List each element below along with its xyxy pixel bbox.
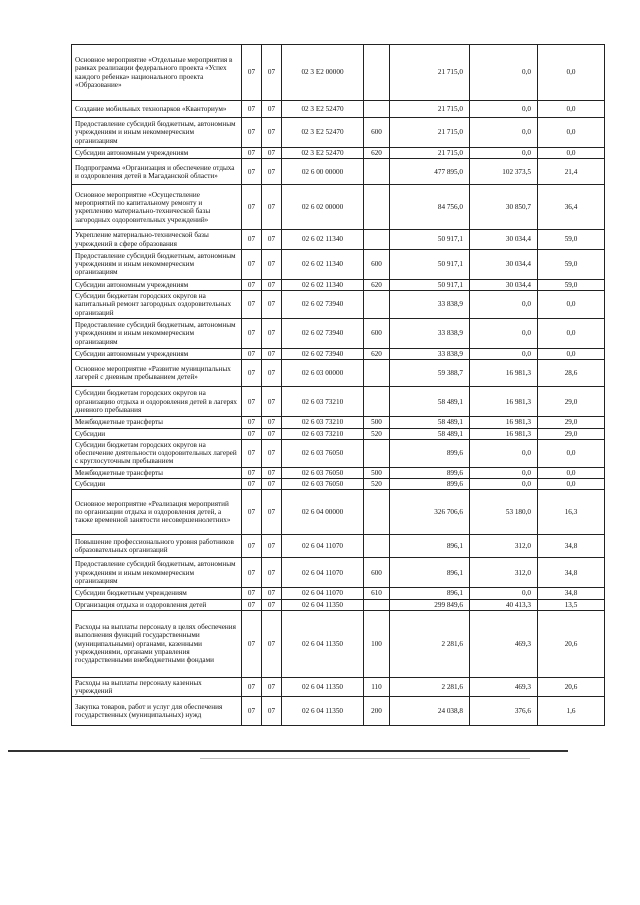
cell-pr: 07 [262, 387, 282, 417]
table-row [72, 185, 605, 230]
cell-vr: 600 [364, 318, 390, 348]
cell-pct: 21,4 [538, 159, 605, 185]
cell-fact: 312,0 [470, 535, 538, 558]
cell-name: Субсидии бюджетным учреждениям [72, 588, 242, 599]
cell-plan: 899,6 [390, 467, 470, 478]
cell-pct: 59,0 [538, 279, 605, 290]
cell-vr: 600 [364, 118, 390, 148]
cell-name: Субсидии [72, 428, 242, 439]
table-row [72, 478, 605, 489]
page-bottom-rule [8, 750, 568, 752]
cell-fact: 102 373,5 [470, 159, 538, 185]
cell-pr: 07 [262, 535, 282, 558]
table-row [72, 387, 605, 417]
table-row [72, 490, 605, 535]
cell-vr [364, 185, 390, 230]
cell-pct: 36,4 [538, 185, 605, 230]
cell-fact: 30 850,7 [470, 185, 538, 230]
table-row [72, 677, 605, 697]
cell-csr: 02 6 04 11350 [282, 697, 364, 726]
cell-pct: 59,0 [538, 230, 605, 250]
cell-rz: 07 [242, 677, 262, 697]
cell-rz: 07 [242, 417, 262, 428]
cell-fact: 53 180,0 [470, 490, 538, 535]
cell-name: Создание мобильных технопарков «Кванториум» [72, 101, 242, 118]
cell-csr: 02 3 E2 52470 [282, 148, 364, 159]
cell-plan: 896,1 [390, 535, 470, 558]
cell-plan: 58 489,1 [390, 428, 470, 439]
cell-vr: 610 [364, 588, 390, 599]
cell-fact: 16 981,3 [470, 428, 538, 439]
table-row [72, 417, 605, 428]
cell-pct: 29,0 [538, 417, 605, 428]
cell-pr: 07 [262, 467, 282, 478]
cell-pct: 0,0 [538, 291, 605, 319]
cell-name: Расходы на выплаты персоналу в целях обеспечения выполнения функций государственными (муниципальными) органами, казенными учреждениями, органами управления государственными внебюджетными фондами [72, 610, 242, 677]
cell-name: Предоставление субсидий бюджетным, автономным учреждениям и иным некоммерческим организациям [72, 318, 242, 348]
cell-name: Укрепление материально-технической базы учреждений в сфере образования [72, 230, 242, 250]
cell-vr [364, 101, 390, 118]
cell-pr: 07 [262, 558, 282, 588]
cell-rz: 07 [242, 478, 262, 489]
table-row [72, 558, 605, 588]
cell-csr: 02 6 02 00000 [282, 185, 364, 230]
cell-plan: 33 838,9 [390, 291, 470, 319]
cell-pr: 07 [262, 478, 282, 489]
cell-pct: 13,5 [538, 599, 605, 610]
cell-rz: 07 [242, 387, 262, 417]
cell-rz: 07 [242, 101, 262, 118]
cell-plan: 21 715,0 [390, 101, 470, 118]
cell-vr: 600 [364, 249, 390, 279]
cell-fact: 376,6 [470, 697, 538, 726]
cell-csr: 02 6 00 00000 [282, 159, 364, 185]
cell-fact: 469,3 [470, 677, 538, 697]
cell-fact: 0,0 [470, 467, 538, 478]
cell-name: Основное мероприятие «Осуществление мероприятий по капитальному ремонту и укреплению материально-технической базы загородных оздоровительных учреждений» [72, 185, 242, 230]
cell-plan: 2 281,6 [390, 610, 470, 677]
cell-vr: 620 [364, 279, 390, 290]
cell-plan: 21 715,0 [390, 148, 470, 159]
cell-name: Подпрограмма «Организация и обеспечение отдыха и оздоровления детей в Магаданской области» [72, 159, 242, 185]
table-row [72, 318, 605, 348]
cell-fact: 30 034,4 [470, 249, 538, 279]
cell-plan: 84 756,0 [390, 185, 470, 230]
table-row [72, 118, 605, 148]
cell-csr: 02 6 04 11350 [282, 610, 364, 677]
cell-vr [364, 599, 390, 610]
table-row [72, 159, 605, 185]
cell-pr: 07 [262, 101, 282, 118]
cell-pct: 0,0 [538, 148, 605, 159]
cell-name: Субсидии бюджетам городских округов на капитальный ремонт загородных оздоровительных организаций [72, 291, 242, 319]
cell-pr: 07 [262, 348, 282, 359]
page-bottom-rule-faint [200, 758, 530, 759]
table-row [72, 148, 605, 159]
cell-pct: 29,0 [538, 387, 605, 417]
cell-plan: 24 038,8 [390, 697, 470, 726]
cell-fact: 0,0 [470, 148, 538, 159]
cell-fact: 0,0 [470, 118, 538, 148]
cell-name: Субсидии бюджетам городских округов на организацию отдыха и оздоровления детей в лагерях дневного пребывания [72, 387, 242, 417]
cell-pct: 20,6 [538, 610, 605, 677]
table-row [72, 439, 605, 467]
cell-pct: 0,0 [538, 439, 605, 467]
cell-pct: 34,8 [538, 558, 605, 588]
cell-plan: 21 715,0 [390, 45, 470, 101]
cell-vr: 620 [364, 148, 390, 159]
cell-pr: 07 [262, 291, 282, 319]
cell-rz: 07 [242, 348, 262, 359]
table-row [72, 588, 605, 599]
cell-pr: 07 [262, 318, 282, 348]
cell-vr [364, 291, 390, 319]
cell-pr: 07 [262, 148, 282, 159]
cell-pr: 07 [262, 439, 282, 467]
cell-name: Субсидии автономным учреждениям [72, 279, 242, 290]
cell-csr: 02 3 E2 00000 [282, 45, 364, 101]
cell-csr: 02 6 03 73210 [282, 428, 364, 439]
budget-table [71, 44, 605, 726]
cell-pct: 0,0 [538, 101, 605, 118]
table-row [72, 467, 605, 478]
cell-pr: 07 [262, 588, 282, 599]
cell-rz: 07 [242, 230, 262, 250]
cell-pct: 34,8 [538, 535, 605, 558]
cell-vr: 620 [364, 348, 390, 359]
cell-vr [364, 535, 390, 558]
cell-name: Субсидии автономным учреждениям [72, 348, 242, 359]
cell-fact: 40 413,3 [470, 599, 538, 610]
cell-vr: 520 [364, 478, 390, 489]
cell-plan: 50 917,1 [390, 249, 470, 279]
cell-fact: 0,0 [470, 291, 538, 319]
cell-pr: 07 [262, 490, 282, 535]
cell-fact: 312,0 [470, 558, 538, 588]
cell-rz: 07 [242, 610, 262, 677]
cell-pr: 07 [262, 360, 282, 387]
cell-pr: 07 [262, 697, 282, 726]
cell-csr: 02 6 04 11070 [282, 588, 364, 599]
cell-name: Основное мероприятие «Отдельные мероприятия в рамках реализации федерального проекта «Успех каждого ребенка» национального проекта «Образование» [72, 45, 242, 101]
cell-plan: 896,1 [390, 588, 470, 599]
cell-rz: 07 [242, 558, 262, 588]
cell-csr: 02 6 04 11070 [282, 535, 364, 558]
cell-name: Повышение профессионального уровня работников образовательных организаций [72, 535, 242, 558]
cell-name: Субсидии бюджетам городских округов на обеспечение деятельности оздоровительных лагерей с круглосуточным пребыванием [72, 439, 242, 467]
cell-csr: 02 6 04 11350 [282, 599, 364, 610]
cell-pct: 0,0 [538, 118, 605, 148]
cell-plan: 899,6 [390, 478, 470, 489]
cell-pr: 07 [262, 279, 282, 290]
cell-pr: 07 [262, 599, 282, 610]
cell-fact: 0,0 [470, 318, 538, 348]
cell-vr: 520 [364, 428, 390, 439]
cell-csr: 02 6 02 11340 [282, 249, 364, 279]
cell-plan: 2 281,6 [390, 677, 470, 697]
cell-plan: 899,6 [390, 439, 470, 467]
cell-plan: 326 706,6 [390, 490, 470, 535]
cell-rz: 07 [242, 360, 262, 387]
cell-plan: 21 715,0 [390, 118, 470, 148]
cell-pct: 0,0 [538, 45, 605, 101]
cell-name: Межбюджетные трансферты [72, 467, 242, 478]
cell-rz: 07 [242, 697, 262, 726]
cell-pct: 16,3 [538, 490, 605, 535]
cell-pr: 07 [262, 45, 282, 101]
cell-csr: 02 6 04 11350 [282, 677, 364, 697]
cell-fact: 0,0 [470, 478, 538, 489]
cell-plan: 59 388,7 [390, 360, 470, 387]
cell-csr: 02 6 04 11070 [282, 558, 364, 588]
cell-pct: 28,6 [538, 360, 605, 387]
cell-rz: 07 [242, 159, 262, 185]
cell-rz: 07 [242, 291, 262, 319]
cell-csr: 02 6 02 73940 [282, 291, 364, 319]
cell-name: Предоставление субсидий бюджетным, автономным учреждениям и иным некоммерческим организациям [72, 558, 242, 588]
cell-pr: 07 [262, 677, 282, 697]
cell-name: Основное мероприятие «Реализация мероприятий по организации отдыха и оздоровления детей, а также временной занятости несовершеннолетних» [72, 490, 242, 535]
table-row [72, 101, 605, 118]
cell-csr: 02 6 02 73940 [282, 348, 364, 359]
cell-csr: 02 6 02 73940 [282, 318, 364, 348]
cell-vr: 500 [364, 467, 390, 478]
cell-fact: 0,0 [470, 45, 538, 101]
cell-vr [364, 490, 390, 535]
cell-name: Расходы на выплаты персоналу казенных учреждений [72, 677, 242, 697]
cell-csr: 02 3 E2 52470 [282, 118, 364, 148]
cell-pct: 59,0 [538, 249, 605, 279]
table-row [72, 360, 605, 387]
cell-vr [364, 439, 390, 467]
table-row [72, 45, 605, 101]
cell-csr: 02 6 03 73210 [282, 387, 364, 417]
cell-rz: 07 [242, 439, 262, 467]
cell-fact: 0,0 [470, 588, 538, 599]
cell-rz: 07 [242, 490, 262, 535]
cell-rz: 07 [242, 588, 262, 599]
cell-vr [364, 159, 390, 185]
cell-pct: 20,6 [538, 677, 605, 697]
cell-name: Предоставление субсидий бюджетным, автономным учреждениям и иным некоммерческим организациям [72, 249, 242, 279]
cell-vr [364, 387, 390, 417]
cell-fact: 16 981,3 [470, 360, 538, 387]
cell-rz: 07 [242, 318, 262, 348]
cell-plan: 50 917,1 [390, 230, 470, 250]
cell-plan: 477 895,0 [390, 159, 470, 185]
cell-rz: 07 [242, 279, 262, 290]
cell-csr: 02 6 04 00000 [282, 490, 364, 535]
cell-pr: 07 [262, 610, 282, 677]
cell-vr [364, 230, 390, 250]
cell-rz: 07 [242, 599, 262, 610]
table-row [72, 610, 605, 677]
cell-name: Организация отдыха и оздоровления детей [72, 599, 242, 610]
cell-pr: 07 [262, 159, 282, 185]
table-row [72, 249, 605, 279]
table-row [72, 428, 605, 439]
cell-fact: 469,3 [470, 610, 538, 677]
cell-csr: 02 6 02 11340 [282, 279, 364, 290]
cell-plan: 299 849,6 [390, 599, 470, 610]
cell-plan: 50 917,1 [390, 279, 470, 290]
cell-rz: 07 [242, 249, 262, 279]
table-row [72, 535, 605, 558]
cell-pr: 07 [262, 118, 282, 148]
cell-name: Субсидии [72, 478, 242, 489]
cell-fact: 0,0 [470, 439, 538, 467]
cell-plan: 33 838,9 [390, 318, 470, 348]
cell-pr: 07 [262, 428, 282, 439]
cell-pr: 07 [262, 417, 282, 428]
cell-plan: 58 489,1 [390, 387, 470, 417]
table-row [72, 348, 605, 359]
cell-vr: 100 [364, 610, 390, 677]
cell-pct: 0,0 [538, 467, 605, 478]
cell-name: Закупка товаров, работ и услуг для обеспечения государственных (муниципальных) нужд [72, 697, 242, 726]
cell-fact: 30 034,4 [470, 279, 538, 290]
cell-csr: 02 6 03 76050 [282, 467, 364, 478]
cell-name: Межбюджетные трансферты [72, 417, 242, 428]
cell-name: Предоставление субсидий бюджетным, автономным учреждениям и иным некоммерческим организациям [72, 118, 242, 148]
cell-vr [364, 45, 390, 101]
cell-plan: 896,1 [390, 558, 470, 588]
table-row [72, 291, 605, 319]
cell-csr: 02 6 03 76050 [282, 478, 364, 489]
cell-rz: 07 [242, 185, 262, 230]
cell-rz: 07 [242, 45, 262, 101]
cell-name: Основное мероприятие «Развитие муниципальных лагерей с дневным пребыванием детей» [72, 360, 242, 387]
cell-fact: 16 981,3 [470, 417, 538, 428]
cell-pct: 0,0 [538, 478, 605, 489]
cell-pct: 0,0 [538, 348, 605, 359]
table-row [72, 279, 605, 290]
cell-csr: 02 3 E2 52470 [282, 101, 364, 118]
cell-pr: 07 [262, 249, 282, 279]
cell-plan: 33 838,9 [390, 348, 470, 359]
cell-csr: 02 6 03 73210 [282, 417, 364, 428]
cell-vr: 200 [364, 697, 390, 726]
cell-pct: 1,6 [538, 697, 605, 726]
cell-pct: 0,0 [538, 318, 605, 348]
cell-fact: 16 981,3 [470, 387, 538, 417]
cell-vr [364, 360, 390, 387]
cell-rz: 07 [242, 467, 262, 478]
cell-pr: 07 [262, 185, 282, 230]
table-row [72, 697, 605, 726]
cell-rz: 07 [242, 535, 262, 558]
cell-rz: 07 [242, 428, 262, 439]
cell-pct: 29,0 [538, 428, 605, 439]
cell-csr: 02 6 03 00000 [282, 360, 364, 387]
budget-table-body [72, 45, 605, 726]
cell-pct: 34,8 [538, 588, 605, 599]
cell-vr: 110 [364, 677, 390, 697]
cell-fact: 0,0 [470, 348, 538, 359]
cell-fact: 30 034,4 [470, 230, 538, 250]
cell-name: Субсидии автономным учреждениям [72, 148, 242, 159]
cell-vr: 600 [364, 558, 390, 588]
cell-rz: 07 [242, 118, 262, 148]
table-row [72, 230, 605, 250]
cell-csr: 02 6 02 11340 [282, 230, 364, 250]
table-row [72, 599, 605, 610]
cell-pr: 07 [262, 230, 282, 250]
cell-plan: 58 489,1 [390, 417, 470, 428]
cell-fact: 0,0 [470, 101, 538, 118]
cell-csr: 02 6 03 76050 [282, 439, 364, 467]
cell-vr: 500 [364, 417, 390, 428]
cell-rz: 07 [242, 148, 262, 159]
